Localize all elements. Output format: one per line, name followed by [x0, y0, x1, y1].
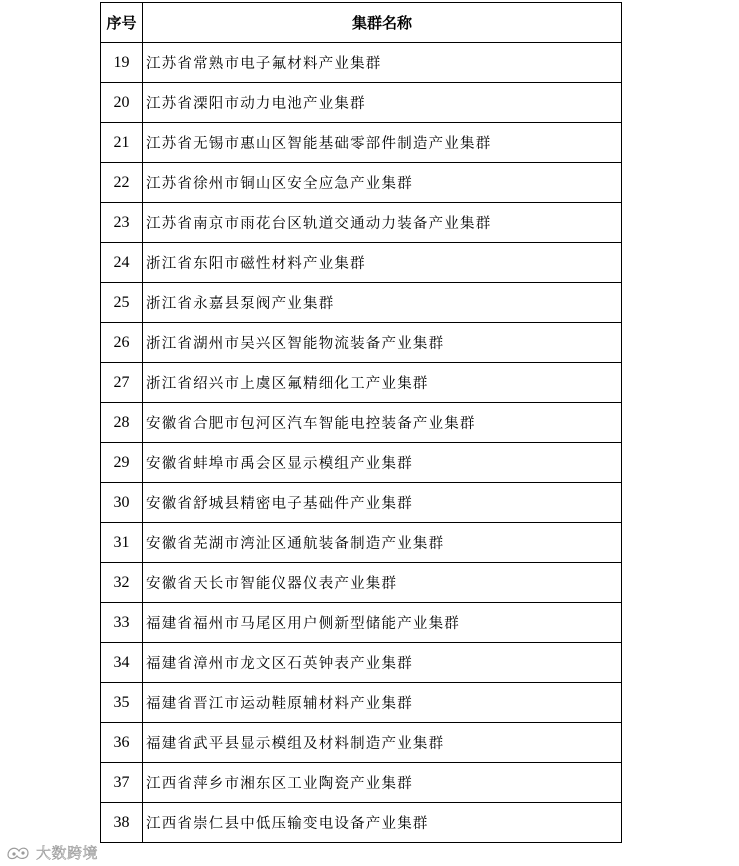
cluster-name: 江苏省溧阳市动力电池产业集群 — [143, 83, 622, 123]
table-row — [101, 163, 622, 203]
header-cluster-name: 集群名称 — [143, 3, 622, 43]
cluster-name: 安徽省舒城县精密电子基础件产业集群 — [143, 483, 622, 523]
row-number: 36 — [101, 723, 143, 763]
table-row — [101, 323, 622, 363]
cluster-name: 江苏省南京市雨花台区轨道交通动力装备产业集群 — [143, 203, 622, 243]
cluster-name: 浙江省东阳市磁性材料产业集群 — [143, 243, 622, 283]
cluster-name: 福建省福州市马尾区用户侧新型储能产业集群 — [143, 603, 622, 643]
table-row — [101, 563, 622, 603]
row-number: 29 — [101, 443, 143, 483]
table-row — [101, 603, 622, 643]
row-number: 23 — [101, 203, 143, 243]
table-row — [101, 443, 622, 483]
row-number: 35 — [101, 683, 143, 723]
row-number: 26 — [101, 323, 143, 363]
table-row — [101, 643, 622, 683]
table-row — [101, 83, 622, 123]
table-row — [101, 523, 622, 563]
cluster-name: 安徽省合肥市包河区汽车智能电控装备产业集群 — [143, 403, 622, 443]
row-number: 21 — [101, 123, 143, 163]
table-row — [101, 723, 622, 763]
row-number: 27 — [101, 363, 143, 403]
cluster-name: 江西省萍乡市湘东区工业陶瓷产业集群 — [143, 763, 622, 803]
cluster-name: 安徽省芜湖市湾沚区通航装备制造产业集群 — [143, 523, 622, 563]
cluster-name: 安徽省天长市智能仪器仪表产业集群 — [143, 563, 622, 603]
row-number: 24 — [101, 243, 143, 283]
cluster-name: 江苏省常熟市电子氟材料产业集群 — [143, 43, 622, 83]
table-row — [101, 123, 622, 163]
table-header-row — [101, 3, 622, 43]
cluster-name: 安徽省蚌埠市禹会区显示模组产业集群 — [143, 443, 622, 483]
table-row — [101, 43, 622, 83]
row-number: 19 — [101, 43, 143, 83]
cluster-name: 江西省崇仁县中低压输变电设备产业集群 — [143, 803, 622, 843]
row-number: 37 — [101, 763, 143, 803]
row-number: 38 — [101, 803, 143, 843]
row-number: 20 — [101, 83, 143, 123]
row-number: 28 — [101, 403, 143, 443]
row-number: 25 — [101, 283, 143, 323]
cluster-name: 浙江省永嘉县泵阀产业集群 — [143, 283, 622, 323]
table-row — [101, 203, 622, 243]
row-number: 22 — [101, 163, 143, 203]
cluster-name: 福建省晋江市运动鞋原辅材料产业集群 — [143, 683, 622, 723]
table-row — [101, 243, 622, 283]
row-number: 30 — [101, 483, 143, 523]
cluster-name: 浙江省绍兴市上虞区氟精细化工产业集群 — [143, 363, 622, 403]
table-row — [101, 803, 622, 843]
row-number: 33 — [101, 603, 143, 643]
table-row — [101, 763, 622, 803]
table-row — [101, 283, 622, 323]
header-number: 序号 — [101, 3, 143, 43]
brand-logo-icon — [4, 843, 32, 863]
row-number: 31 — [101, 523, 143, 563]
row-number: 34 — [101, 643, 143, 683]
cluster-name: 江苏省无锡市惠山区智能基础零部件制造产业集群 — [143, 123, 622, 163]
cluster-name: 江苏省徐州市铜山区安全应急产业集群 — [143, 163, 622, 203]
table-row — [101, 403, 622, 443]
table-row — [101, 363, 622, 403]
watermark — [4, 842, 98, 863]
cluster-name: 浙江省湖州市吴兴区智能物流装备产业集群 — [143, 323, 622, 363]
table-row — [101, 483, 622, 523]
cluster-name: 福建省武平县显示模组及材料制造产业集群 — [143, 723, 622, 763]
cluster-table — [100, 2, 622, 843]
watermark-text: 大数跨境 — [36, 844, 99, 862]
table-row — [101, 683, 622, 723]
row-number: 32 — [101, 563, 143, 603]
cluster-name: 福建省漳州市龙文区石英钟表产业集群 — [143, 643, 622, 683]
table-body — [101, 43, 622, 843]
